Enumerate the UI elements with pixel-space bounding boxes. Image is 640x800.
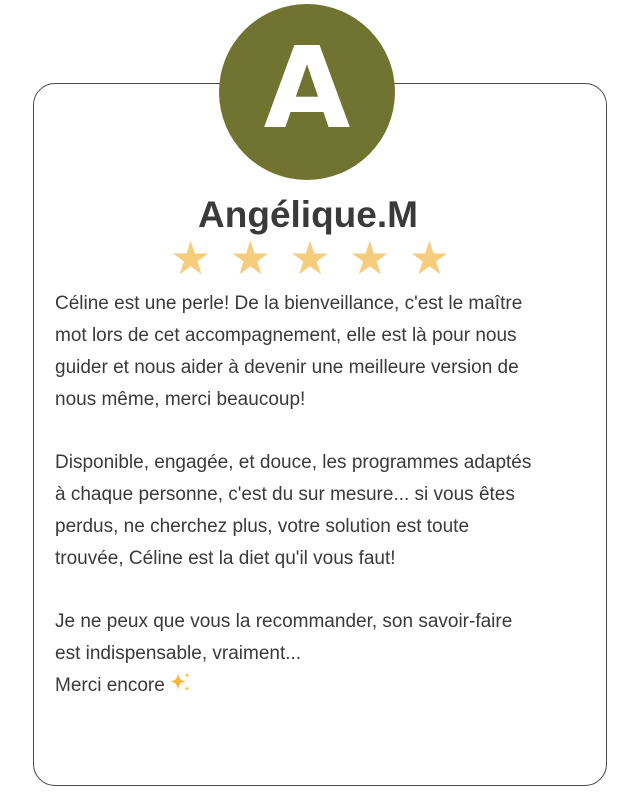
review-line: nous même, merci beaucoup! (55, 389, 306, 410)
review-line: Disponible, engagée, et douce, les programmes adaptés (55, 452, 532, 473)
review-paragraph (55, 447, 600, 575)
review-paragraph (55, 606, 600, 702)
review-line: Merci encore (55, 675, 165, 696)
review-line: à chaque personne, c'est du sur mesure... si vous êtes (55, 484, 515, 505)
review-line: est indispensable, vraiment... (55, 643, 302, 664)
star-icon: ★ (170, 231, 212, 285)
avatar (219, 4, 395, 180)
star-icon: ★ (289, 231, 331, 285)
review-closing-line (55, 670, 600, 702)
reviewer-name: Angélique.M (198, 194, 418, 235)
review-line: perdus, ne cherchez plus, votre solution est toute (55, 516, 470, 537)
review-line: Je ne peux que vous la recommander, son savoir-faire (55, 611, 513, 632)
star-icon: ★ (408, 231, 450, 285)
star-rating (170, 231, 450, 285)
star-icon: ★ (349, 231, 391, 285)
review-line: trouvée, Céline est la diet qu'il vous faut! (55, 548, 396, 569)
sparkles-icon (168, 671, 192, 695)
review-line: guider et nous aider à devenir une meilleure version de (55, 357, 519, 378)
review-line: Céline est une perle! De la bienveillance, c'est le maître (55, 293, 523, 314)
avatar-initial: A (263, 24, 351, 154)
review-text (55, 288, 600, 702)
star-icon: ★ (229, 231, 271, 285)
review-paragraph (55, 288, 600, 416)
review-line: mot lors de cet accompagnement, elle est là pour nous (55, 325, 517, 346)
